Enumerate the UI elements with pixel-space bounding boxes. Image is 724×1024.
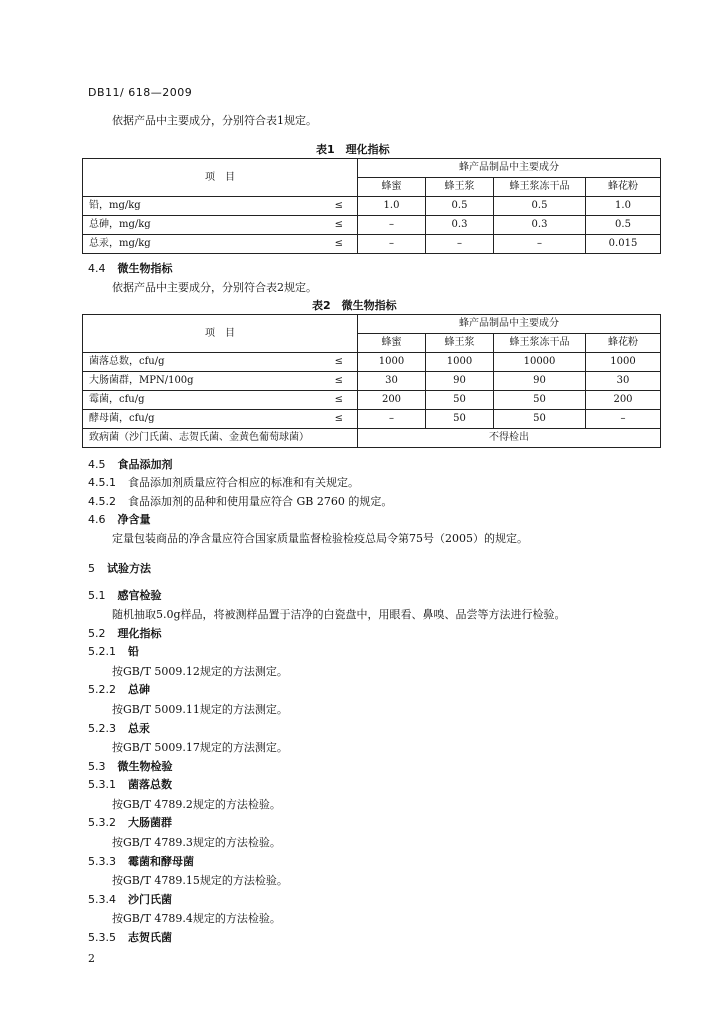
section-5-1-heading bbox=[88, 587, 162, 603]
table2-cell: 1000 bbox=[358, 353, 426, 372]
section-number: 5.3.5 bbox=[88, 931, 116, 944]
table2-row-operator: ≤ bbox=[318, 372, 358, 391]
intro-paragraph: 依据产品中主要成分，分别符合表1规定。 bbox=[112, 114, 317, 127]
table2-row-label: 霉菌，cfu/g bbox=[83, 391, 318, 410]
table1-cell: 0.3 bbox=[426, 216, 494, 235]
section-5-3-2-heading bbox=[88, 814, 172, 830]
table1-cell: 1.0 bbox=[586, 197, 661, 216]
table2-cell: – bbox=[586, 410, 661, 429]
table1-cell: – bbox=[494, 235, 586, 254]
table1-cell: 1.0 bbox=[358, 197, 426, 216]
table2-cell: 90 bbox=[494, 372, 586, 391]
section-5-3-3-heading bbox=[88, 853, 194, 869]
table1-item-header: 项 目 bbox=[83, 159, 358, 197]
section-4-4-text: 依据产品中主要成分，分别符合表2规定。 bbox=[112, 281, 317, 294]
section-number: 5.2.1 bbox=[88, 645, 116, 658]
table2-col-header: 蜂花粉 bbox=[586, 334, 661, 353]
section-5-3-1-heading bbox=[88, 776, 172, 792]
table1-cell: – bbox=[426, 235, 494, 254]
section-title: 大肠菌群 bbox=[128, 816, 172, 829]
section-number: 4.5.2 bbox=[88, 495, 116, 508]
section-number: 5.2 bbox=[88, 627, 106, 640]
section-5-3-heading bbox=[88, 758, 173, 774]
section-title: 净含量 bbox=[117, 513, 151, 526]
table1-cell: 0.5 bbox=[426, 197, 494, 216]
table2-pathogen-label: 致病菌（沙门氏菌、志贺氏菌、金黄色葡萄球菌） bbox=[83, 429, 358, 448]
section-number: 4.5 bbox=[88, 458, 106, 471]
section-5-3-2-text: 按GB/T 4789.3规定的方法检验。 bbox=[112, 836, 281, 849]
table1-col-header: 蜂花粉 bbox=[586, 178, 661, 197]
section-number: 5.3.3 bbox=[88, 855, 116, 868]
table1-row-operator: ≤ bbox=[318, 197, 358, 216]
section-5-2-3-heading bbox=[88, 720, 150, 736]
section-5-2-1-heading bbox=[88, 643, 139, 659]
table-row bbox=[83, 372, 661, 391]
section-title: 志贺氏菌 bbox=[128, 931, 172, 944]
section-number: 4.4 bbox=[88, 262, 106, 275]
section-5-1-text: 随机抽取5.0g样品，将被测样品置于洁净的白瓷盘中，用眼看、鼻嗅、品尝等方法进行检验。 bbox=[112, 608, 566, 621]
document-header-code: DB11/ 618—2009 bbox=[88, 86, 193, 99]
section-number: 5.2.3 bbox=[88, 722, 116, 735]
table2-col-header: 蜂蜜 bbox=[358, 334, 426, 353]
table1-col-header: 蜂蜜 bbox=[358, 178, 426, 197]
table2-caption: 表2 微生物指标 bbox=[312, 299, 397, 312]
section-title: 感官检验 bbox=[117, 589, 162, 602]
table-row bbox=[83, 235, 661, 254]
section-number: 4.6 bbox=[88, 513, 106, 526]
table1-row-label: 总汞，mg/kg bbox=[83, 235, 318, 254]
table2-group-header: 蜂产品制品中主要成分 bbox=[358, 315, 661, 334]
table2-cell: 50 bbox=[494, 391, 586, 410]
table1-col-header: 蜂王浆 bbox=[426, 178, 494, 197]
section-5-3-1-text: 按GB/T 4789.2规定的方法检验。 bbox=[112, 798, 281, 811]
section-5-3-4-text: 按GB/T 4789.4规定的方法检验。 bbox=[112, 912, 281, 925]
section-title: 食品添加剂 bbox=[117, 458, 173, 471]
section-4-5-1 bbox=[88, 474, 359, 490]
table1-cell: 0.3 bbox=[494, 216, 586, 235]
section-4-5-2 bbox=[88, 493, 392, 509]
section-title: 总砷 bbox=[128, 683, 150, 696]
table2-row-operator: ≤ bbox=[318, 410, 358, 429]
table1 bbox=[82, 158, 661, 254]
section-4-4-heading bbox=[88, 260, 173, 276]
section-number: 5.3.1 bbox=[88, 778, 116, 791]
table2-cell: 10000 bbox=[494, 353, 586, 372]
table1-caption: 表1 理化指标 bbox=[316, 143, 390, 156]
table1-cell: 0.015 bbox=[586, 235, 661, 254]
table1-cell: 0.5 bbox=[586, 216, 661, 235]
section-4-6-heading bbox=[88, 511, 151, 527]
section-title: 菌落总数 bbox=[128, 778, 172, 791]
section-5-2-2-text: 按GB/T 5009.11规定的方法测定。 bbox=[112, 703, 288, 716]
table-row bbox=[83, 410, 661, 429]
section-title: 铅 bbox=[128, 645, 139, 658]
table2-cell: – bbox=[358, 410, 426, 429]
section-title: 试验方法 bbox=[107, 562, 151, 575]
section-number: 5.2.2 bbox=[88, 683, 116, 696]
table2-cell: 90 bbox=[426, 372, 494, 391]
table2-cell: 30 bbox=[358, 372, 426, 391]
section-5-2-1-text: 按GB/T 5009.12规定的方法测定。 bbox=[112, 665, 288, 678]
table2-pathogen-value: 不得检出 bbox=[358, 429, 661, 448]
table2-row-label: 菌落总数，cfu/g bbox=[83, 353, 318, 372]
table-row bbox=[83, 216, 661, 235]
section-text: 食品添加剂的品种和使用量应符合 GB 2760 的规定。 bbox=[128, 495, 393, 508]
table2-row-label: 大肠菌群，MPN/100g bbox=[83, 372, 318, 391]
table2-cell: 50 bbox=[426, 410, 494, 429]
table-row bbox=[83, 197, 661, 216]
section-number: 5.3.2 bbox=[88, 816, 116, 829]
table2-col-header: 蜂王浆 bbox=[426, 334, 494, 353]
table1-group-header: 蜂产品制品中主要成分 bbox=[358, 159, 661, 178]
section-4-5-heading bbox=[88, 456, 173, 472]
section-5-2-2-heading bbox=[88, 681, 150, 697]
section-title: 理化指标 bbox=[117, 627, 162, 640]
section-number: 4.5.1 bbox=[88, 476, 116, 489]
table2-cell: 50 bbox=[426, 391, 494, 410]
table-row bbox=[83, 353, 661, 372]
table2-row-operator: ≤ bbox=[318, 391, 358, 410]
table-row bbox=[83, 391, 661, 410]
section-text: 食品添加剂质量应符合相应的标准和有关规定。 bbox=[128, 476, 359, 489]
section-number: 5.1 bbox=[88, 589, 106, 602]
table1-cell: – bbox=[358, 216, 426, 235]
table2-cell: 200 bbox=[586, 391, 661, 410]
section-number: 5.3 bbox=[88, 760, 106, 773]
table2-cell: 30 bbox=[586, 372, 661, 391]
section-5-3-4-heading bbox=[88, 891, 172, 907]
table1-col-header: 蜂王浆冻干品 bbox=[494, 178, 586, 197]
section-title: 霉菌和酵母菌 bbox=[128, 855, 194, 868]
section-title: 微生物检验 bbox=[117, 760, 173, 773]
table2-row-label: 酵母菌，cfu/g bbox=[83, 410, 318, 429]
section-5-2-3-text: 按GB/T 5009.17规定的方法测定。 bbox=[112, 741, 288, 754]
table1-row-operator: ≤ bbox=[318, 235, 358, 254]
table2-cell: 1000 bbox=[586, 353, 661, 372]
table1-cell: – bbox=[358, 235, 426, 254]
table1-row-label: 总砷，mg/kg bbox=[83, 216, 318, 235]
section-title: 总汞 bbox=[128, 722, 150, 735]
table2 bbox=[82, 314, 661, 448]
page-number: 2 bbox=[88, 952, 95, 965]
table1-row-operator: ≤ bbox=[318, 216, 358, 235]
table2-cell: 200 bbox=[358, 391, 426, 410]
section-4-6-text: 定量包装商品的净含量应符合国家质量监督检验检疫总局令第75号（2005）的规定。 bbox=[112, 532, 528, 545]
table2-cell: 1000 bbox=[426, 353, 494, 372]
table1-cell: 0.5 bbox=[494, 197, 586, 216]
table2-col-header: 蜂王浆冻干品 bbox=[494, 334, 586, 353]
section-number: 5.3.4 bbox=[88, 893, 116, 906]
section-5-3-3-text: 按GB/T 4789.15规定的方法检验。 bbox=[112, 874, 288, 887]
section-5-2-heading bbox=[88, 625, 162, 641]
table2-item-header: 项 目 bbox=[83, 315, 358, 353]
section-title: 微生物指标 bbox=[117, 262, 173, 275]
table-row bbox=[83, 429, 661, 448]
section-number: 5 bbox=[88, 562, 95, 575]
table2-cell: 50 bbox=[494, 410, 586, 429]
table1-row-label: 铅，mg/kg bbox=[83, 197, 318, 216]
table2-row-operator: ≤ bbox=[318, 353, 358, 372]
section-title: 沙门氏菌 bbox=[128, 893, 172, 906]
section-5-3-5-heading bbox=[88, 929, 172, 945]
section-5-heading bbox=[88, 560, 151, 576]
